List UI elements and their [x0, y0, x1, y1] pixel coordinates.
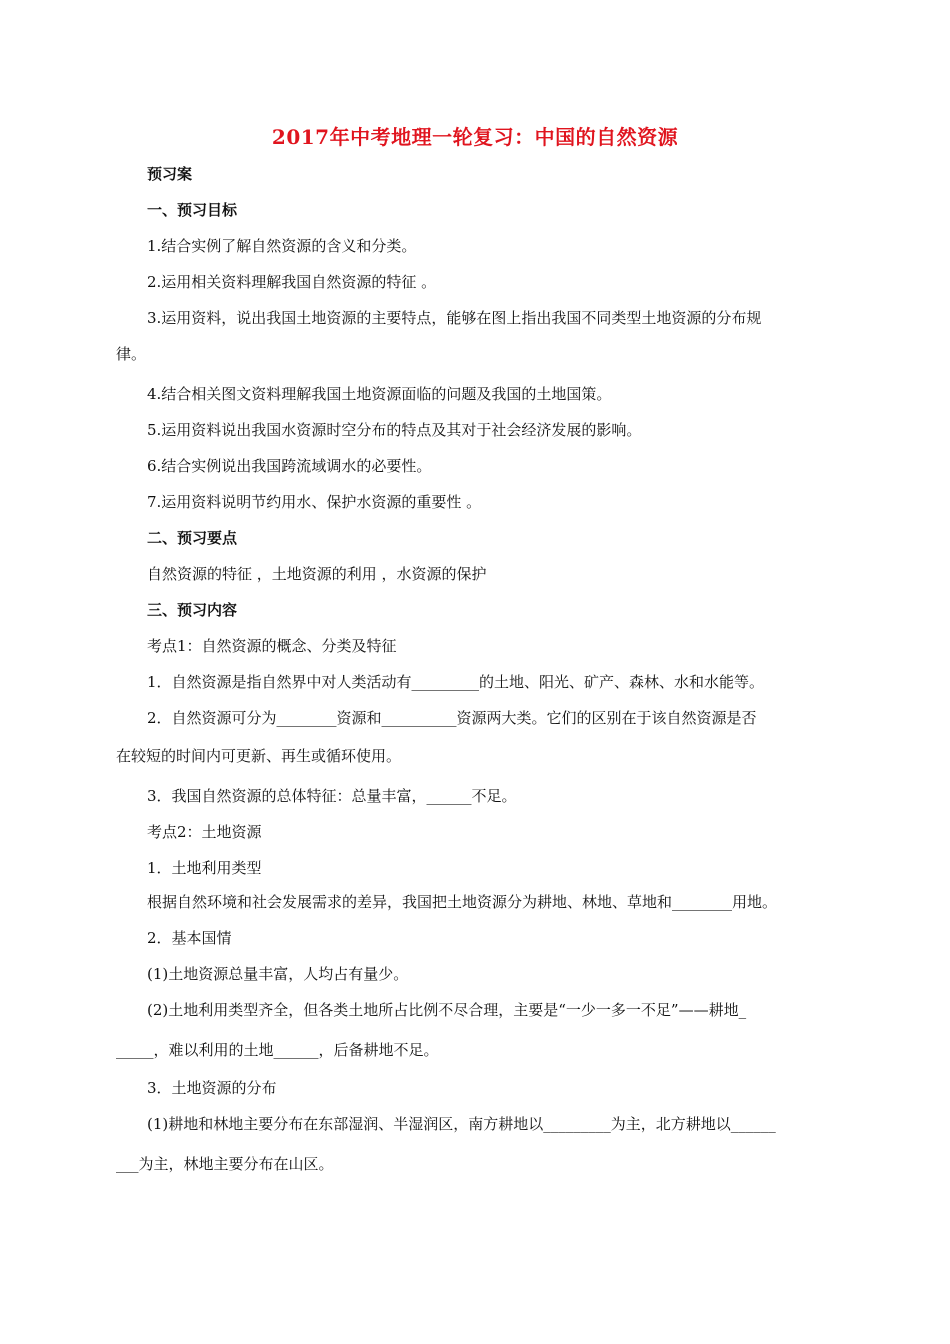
question-text: 2．自然资源可分为________资源和__________资源两大类。它们的区别在于该自然资源是否: [147, 709, 757, 727]
subheading: 2．基本国情: [147, 929, 232, 947]
document-title: 2017年中考地理一轮复习：中国的自然资源: [271, 125, 679, 149]
paragraph-text-continuation: _____，难以利用的土地______，后备耕地不足。: [116, 1041, 439, 1059]
keypoints-text: 自然资源的特征 ，土地资源的利用 ，水资源的保护: [147, 565, 487, 583]
goal-item: 6.结合实例说出我国跨流域调水的必要性。: [147, 457, 432, 475]
question-text: 1．自然资源是指自然界中对人类活动有_________的土地、阳光、矿产、森林、水和水能等。: [147, 673, 765, 691]
goal-item: 4.结合相关图文资料理解我国土地资源面临的问题及我国的土地国策。: [147, 385, 612, 403]
case-label: 预习案: [147, 165, 193, 183]
subheading: 1．土地利用类型: [147, 859, 262, 877]
goal-item: 5.运用资料说出我国水资源时空分布的特点及其对于社会经济发展的影响。: [147, 421, 642, 439]
goal-item-continuation: 律。: [116, 345, 147, 363]
kaodian-2-heading: 考点2：土地资源: [147, 823, 262, 841]
goal-item: 2.运用相关资料理解我国自然资源的特征 。: [147, 273, 437, 291]
question-text: 3．我国自然资源的总体特征：总量丰富，______不足。: [147, 787, 517, 805]
goal-item: 3.运用资料，说出我国土地资源的主要特点，能够在图上指出我国不同类型土地资源的分布规: [147, 309, 762, 327]
kaodian-1-heading: 考点1：自然资源的概念、分类及特征: [147, 637, 397, 655]
paragraph-text: (1)耕地和林地主要分布在东部湿润、半湿润区，南方耕地以_________为主，北方耕地以______: [147, 1115, 776, 1133]
question-text-continuation: 在较短的时间内可更新、再生或循环使用。: [116, 747, 402, 765]
goal-item: 1.结合实例了解自然资源的含义和分类。: [147, 237, 417, 255]
section-heading-content: 三、预习内容: [147, 601, 238, 619]
paragraph-text: (2)土地利用类型齐全，但各类土地所占比例不尽合理，主要是“一少一多一不足”——耕地_: [147, 1001, 747, 1019]
subheading: 3．土地资源的分布: [147, 1079, 277, 1097]
section-heading-goals: 一、预习目标: [147, 201, 238, 219]
paragraph-text: 根据自然环境和社会发展需求的差异，我国把土地资源分为耕地、林地、草地和________用地。: [147, 893, 778, 911]
paragraph-text-continuation: ___为主，林地主要分布在山区。: [116, 1155, 334, 1173]
paragraph-text: (1)土地资源总量丰富，人均占有量少。: [147, 965, 409, 983]
section-heading-keypoints: 二、预习要点: [147, 529, 238, 547]
goal-item: 7.运用资料说明节约用水、保护水资源的重要性 。: [147, 493, 482, 511]
